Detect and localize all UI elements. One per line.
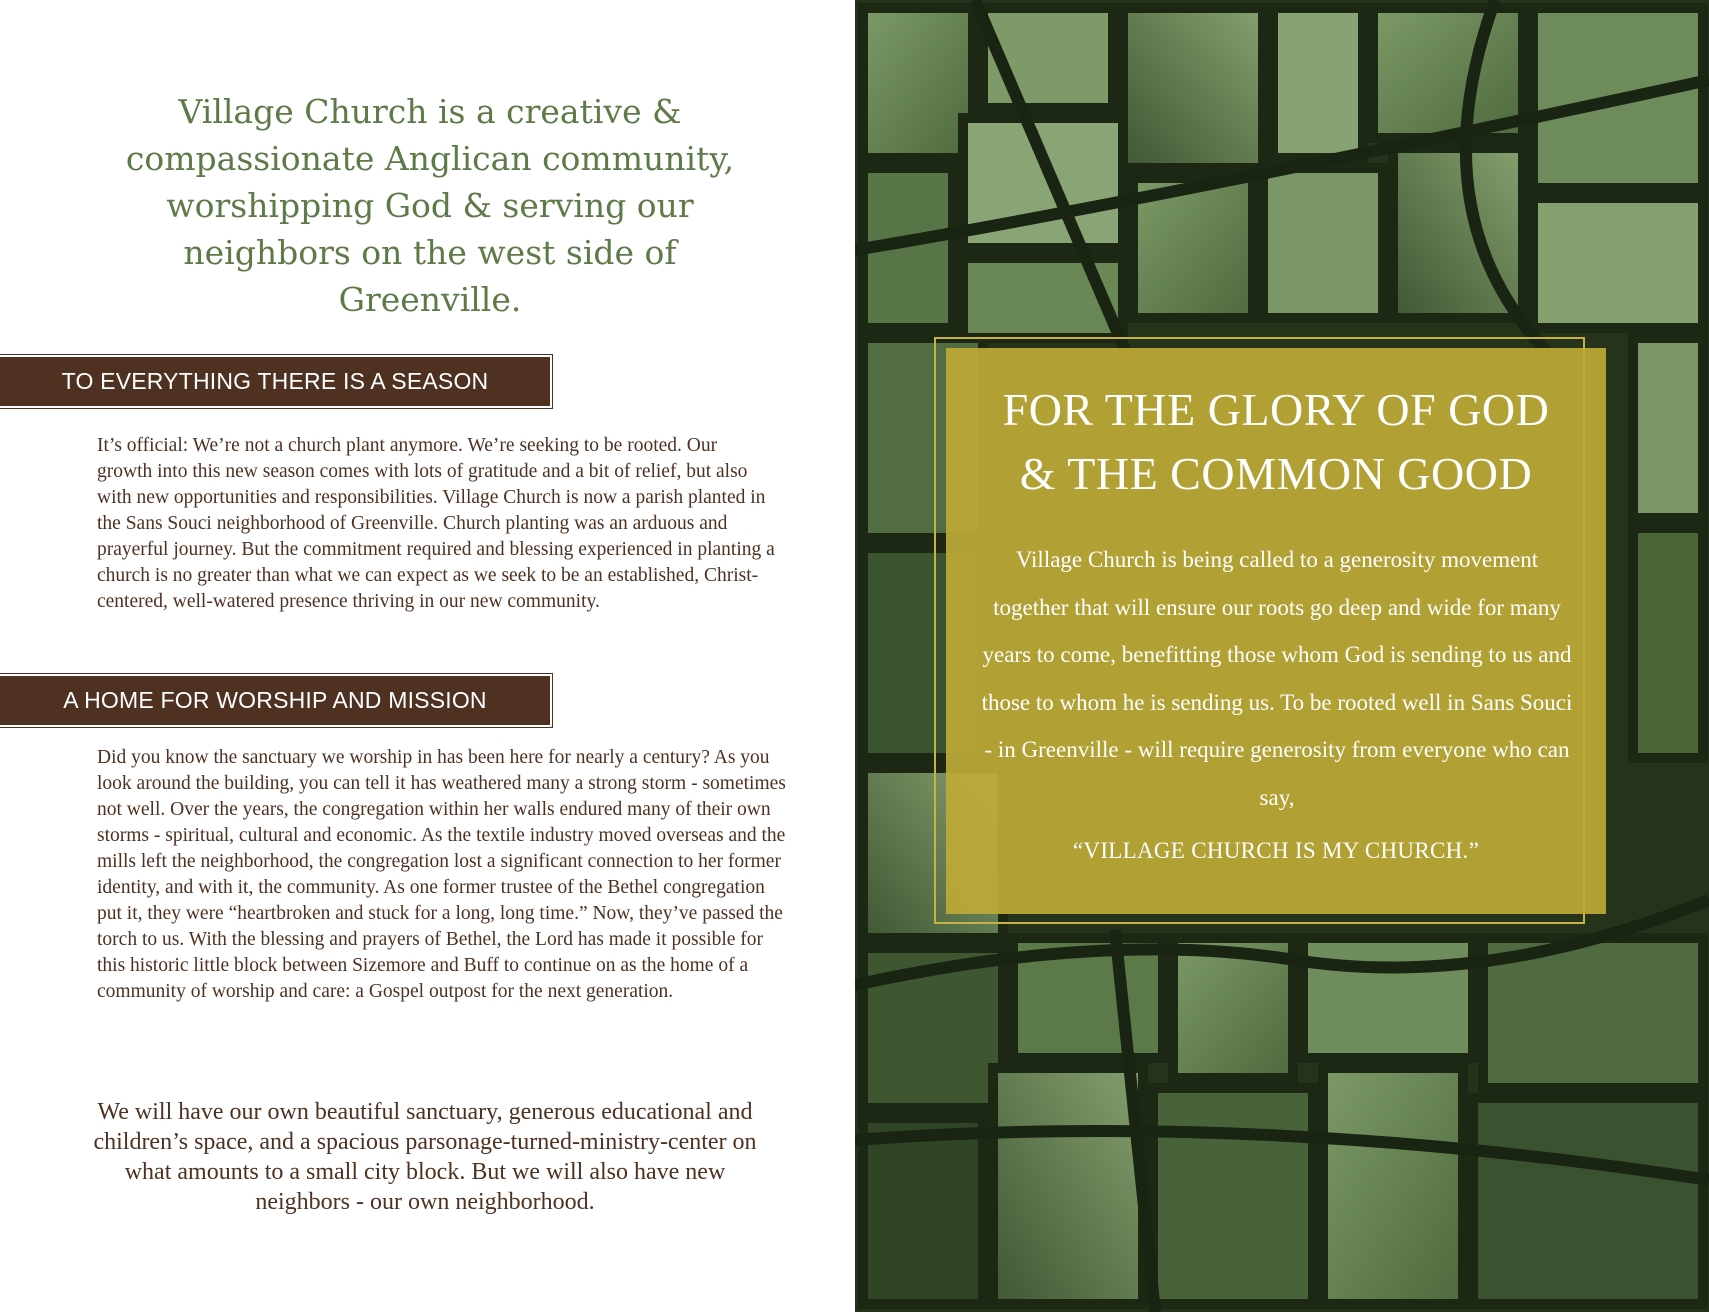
home-paragraph: Did you know the sanctuary we worship in has been here for nearly a century? As you look around the building, you can tell it has weathered many a strong storm - sometimes not well. Over the years, the congregation within her walls endured many of their own storms - spiritual, cultural and economic. As the textile industry moved overseas and the mills left the neighborhood, the congregation lost a significant connection to her former identity, and with it, the community. As one former trustee of the Bethel congregation put it, they were “heartbroken and stuck for a long, long time.” Now, they’ve passed the torch to us. With the blessing and prayers of Bethel, the Lord has made it possible for this historic little block between Sizemore and Buff to continue on as the home of a community of worship and care: a Gospel outpost for the next generation.: [97, 747, 786, 1002]
closing-statement: We will have our own beautiful sanctuary, generous educational and children’s space, and a spacious parsonage-turned-ministry-center on what amounts to a small city block. But we will also have new neighbors - our own neighborhood.: [93, 1099, 757, 1215]
intro-statement: Village Church is a creative & compassionate Anglican community, worshipping God & serving our neighbors on the west side of Greenville.: [125, 92, 735, 319]
panel-title: [946, 378, 1606, 506]
season-paragraph: It’s official: We’re not a church plant anymore. We’re seeking to be rooted. Our growth into this new season comes with lots of gratitude and a bit of relief, but also with new opportunities and responsibilities. Village Church is now a parish planted in the Sans Souci neighborhood of Greenville. Church planting was an arduous and prayerful journey. But the commitment required and blessing experienced in planting a church is no greater than what we can expect as we seek to be an established, Christ-centered, well-watered presence thriving in our new community.: [97, 435, 775, 612]
section-heading-season: TO EVERYTHING THERE IS A SEASON: [0, 357, 550, 406]
callout-panel: [946, 348, 1606, 914]
section-heading-home: A HOME FOR WORSHIP AND MISSION: [0, 676, 550, 725]
panel-body: Village Church is being called to a generosity movement together that will ensure our roots go deep and wide for many years to come, benefitting those whom God is sending to us and those to whom he is sending us. To be rooted well in Sans Souci - in Greenville - will require generosity from everyone who can say,: [981, 547, 1573, 810]
panel-title-line-1: FOR THE GLORY OF GOD: [1002, 384, 1550, 435]
panel-quote: “VILLAGE CHURCH IS MY CHURCH.”: [1072, 838, 1480, 863]
panel-title-line-2: & THE COMMON GOOD: [1019, 448, 1533, 499]
